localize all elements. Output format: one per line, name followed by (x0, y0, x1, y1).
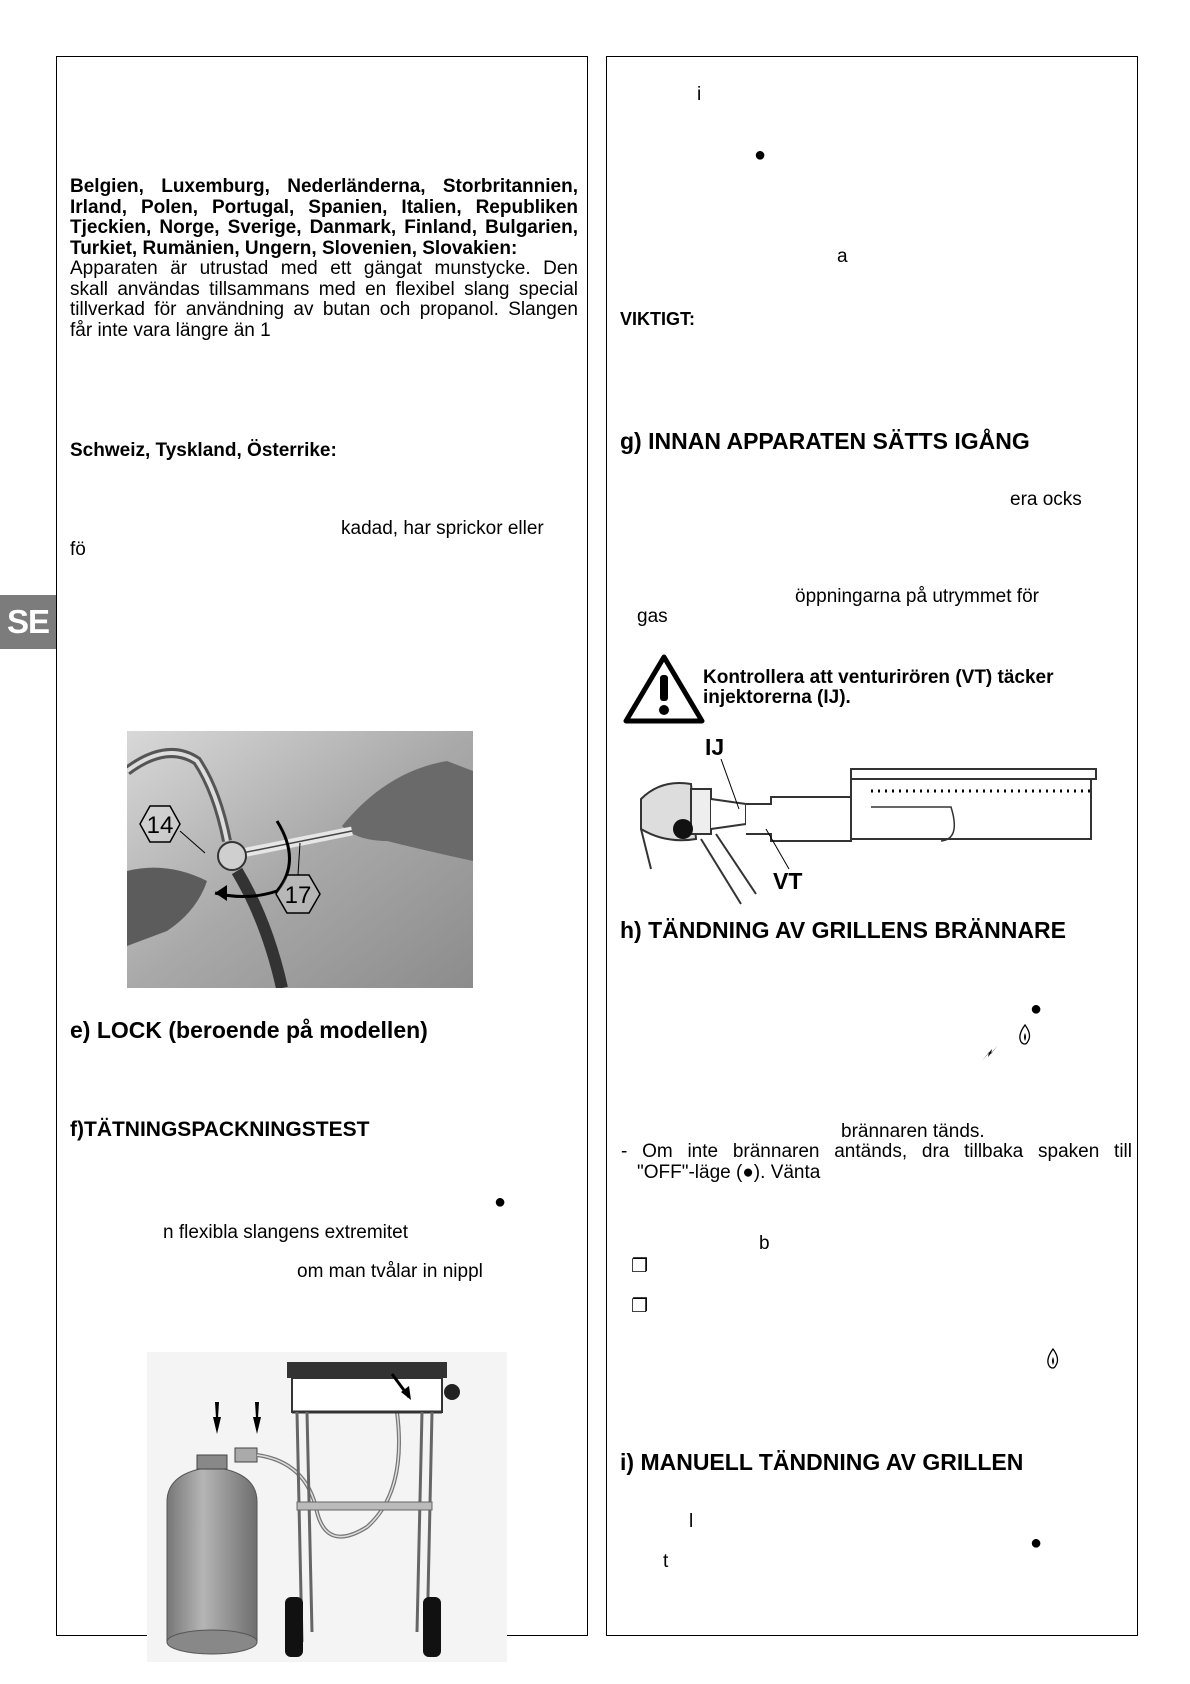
text-fragment: om man tvålar in nippl (297, 1261, 483, 1282)
text-fragment: n flexibla slangens extremitet (163, 1222, 409, 1243)
text-fragment: i (697, 84, 702, 105)
text-fragment: a (837, 246, 848, 267)
flame-icon (1015, 1023, 1035, 1045)
heading-f-seal-test: f)TÄTNINGSPACKNINGSTEST (70, 1118, 370, 1141)
text-fragment: kadad, har sprickor eller (341, 518, 544, 539)
countries-1-line: Belgien, Luxemburg, Nederländerna, Storbritannien, (70, 176, 578, 197)
warning-line: Kontrollera att venturirören (VT) täcker (703, 667, 1054, 688)
fig-label-14: 14 (146, 812, 174, 839)
label-vt: VT (773, 868, 803, 894)
venturi-injector-figure (621, 729, 1131, 934)
countries-list-2: Schweiz, Tyskland, Österrike: (70, 440, 337, 461)
heading-i-manual-ignition: i) MANUELL TÄNDNING AV GRILLEN (620, 1449, 1024, 1475)
text-fragment: t (663, 1551, 669, 1572)
checkbox-glyph: ❐ (631, 1296, 649, 1317)
para-line: tillverkad för användning av butan och propanol. Slangen (70, 299, 578, 320)
heading-h-ignition: h) TÄNDNING AV GRILLENS BRÄNNARE (620, 917, 1066, 943)
checkbox-glyph: ❐ (631, 1256, 649, 1277)
text-fragment: gas (637, 606, 668, 627)
countries-list-1 (70, 177, 578, 259)
bullet-line: "OFF"-läge (●). Vänta (637, 1161, 821, 1183)
para-line: får inte vara längre än 1 (70, 319, 271, 341)
para-line: skall användas tillsammans med en flexibel slang special (70, 278, 578, 300)
warning-line: injektorerna (IJ). (703, 687, 851, 708)
ignition-fail-bullet (621, 1142, 1132, 1183)
text-fragment: b (759, 1233, 770, 1254)
gas-bottle-grill-figure (147, 1352, 507, 1662)
countries-1-line: Turkiet, Rumänien, Ungern, Slovenien, Slovakien: (70, 237, 518, 259)
countries-1-line: Tjeckien, Norge, Sverige, Danmark, Finland, Bulgarien, (70, 217, 578, 238)
off-position-dot: ● (1030, 998, 1043, 1020)
hose-wrench-photo (127, 731, 473, 988)
off-position-dot: ● (1030, 1532, 1043, 1554)
off-position-dot: ● (494, 1191, 507, 1213)
hose-paragraph (70, 259, 578, 341)
text-fragment: brännaren tänds. (841, 1121, 985, 1142)
right-column (606, 56, 1138, 1636)
off-position-dot: ● (754, 144, 767, 166)
warning-icon (622, 653, 706, 725)
text-fragment: era ocks (1010, 489, 1082, 510)
important-label: VIKTIGT: (620, 309, 695, 329)
label-ij: IJ (705, 734, 725, 760)
left-column (56, 56, 588, 1636)
countries-1-line: Irland, Polen, Portugal, Spanien, Italien, Republiken (70, 196, 578, 218)
para-line: Apparaten är utrustad med ett gängat munstycke. Den (70, 258, 578, 279)
text-fragment: öppningarna på utrymmet för (795, 586, 1039, 607)
heading-g-before-start: g) INNAN APPARATEN SÄTTS IGÅNG (620, 428, 1030, 454)
flame-icon (1043, 1347, 1063, 1369)
text-fragment: l (689, 1511, 694, 1532)
warning-text (703, 668, 1054, 708)
text-fragment: fö (70, 539, 86, 560)
spark-icon (979, 1042, 1001, 1064)
bullet-line: - Om inte brännaren antänds, dra tillbaka spaken till (621, 1141, 1132, 1162)
language-tab-se: SE (0, 595, 56, 649)
fig-label-17: 17 (284, 882, 312, 909)
heading-e-lock: e) LOCK (beroende på modellen) (70, 1017, 428, 1043)
